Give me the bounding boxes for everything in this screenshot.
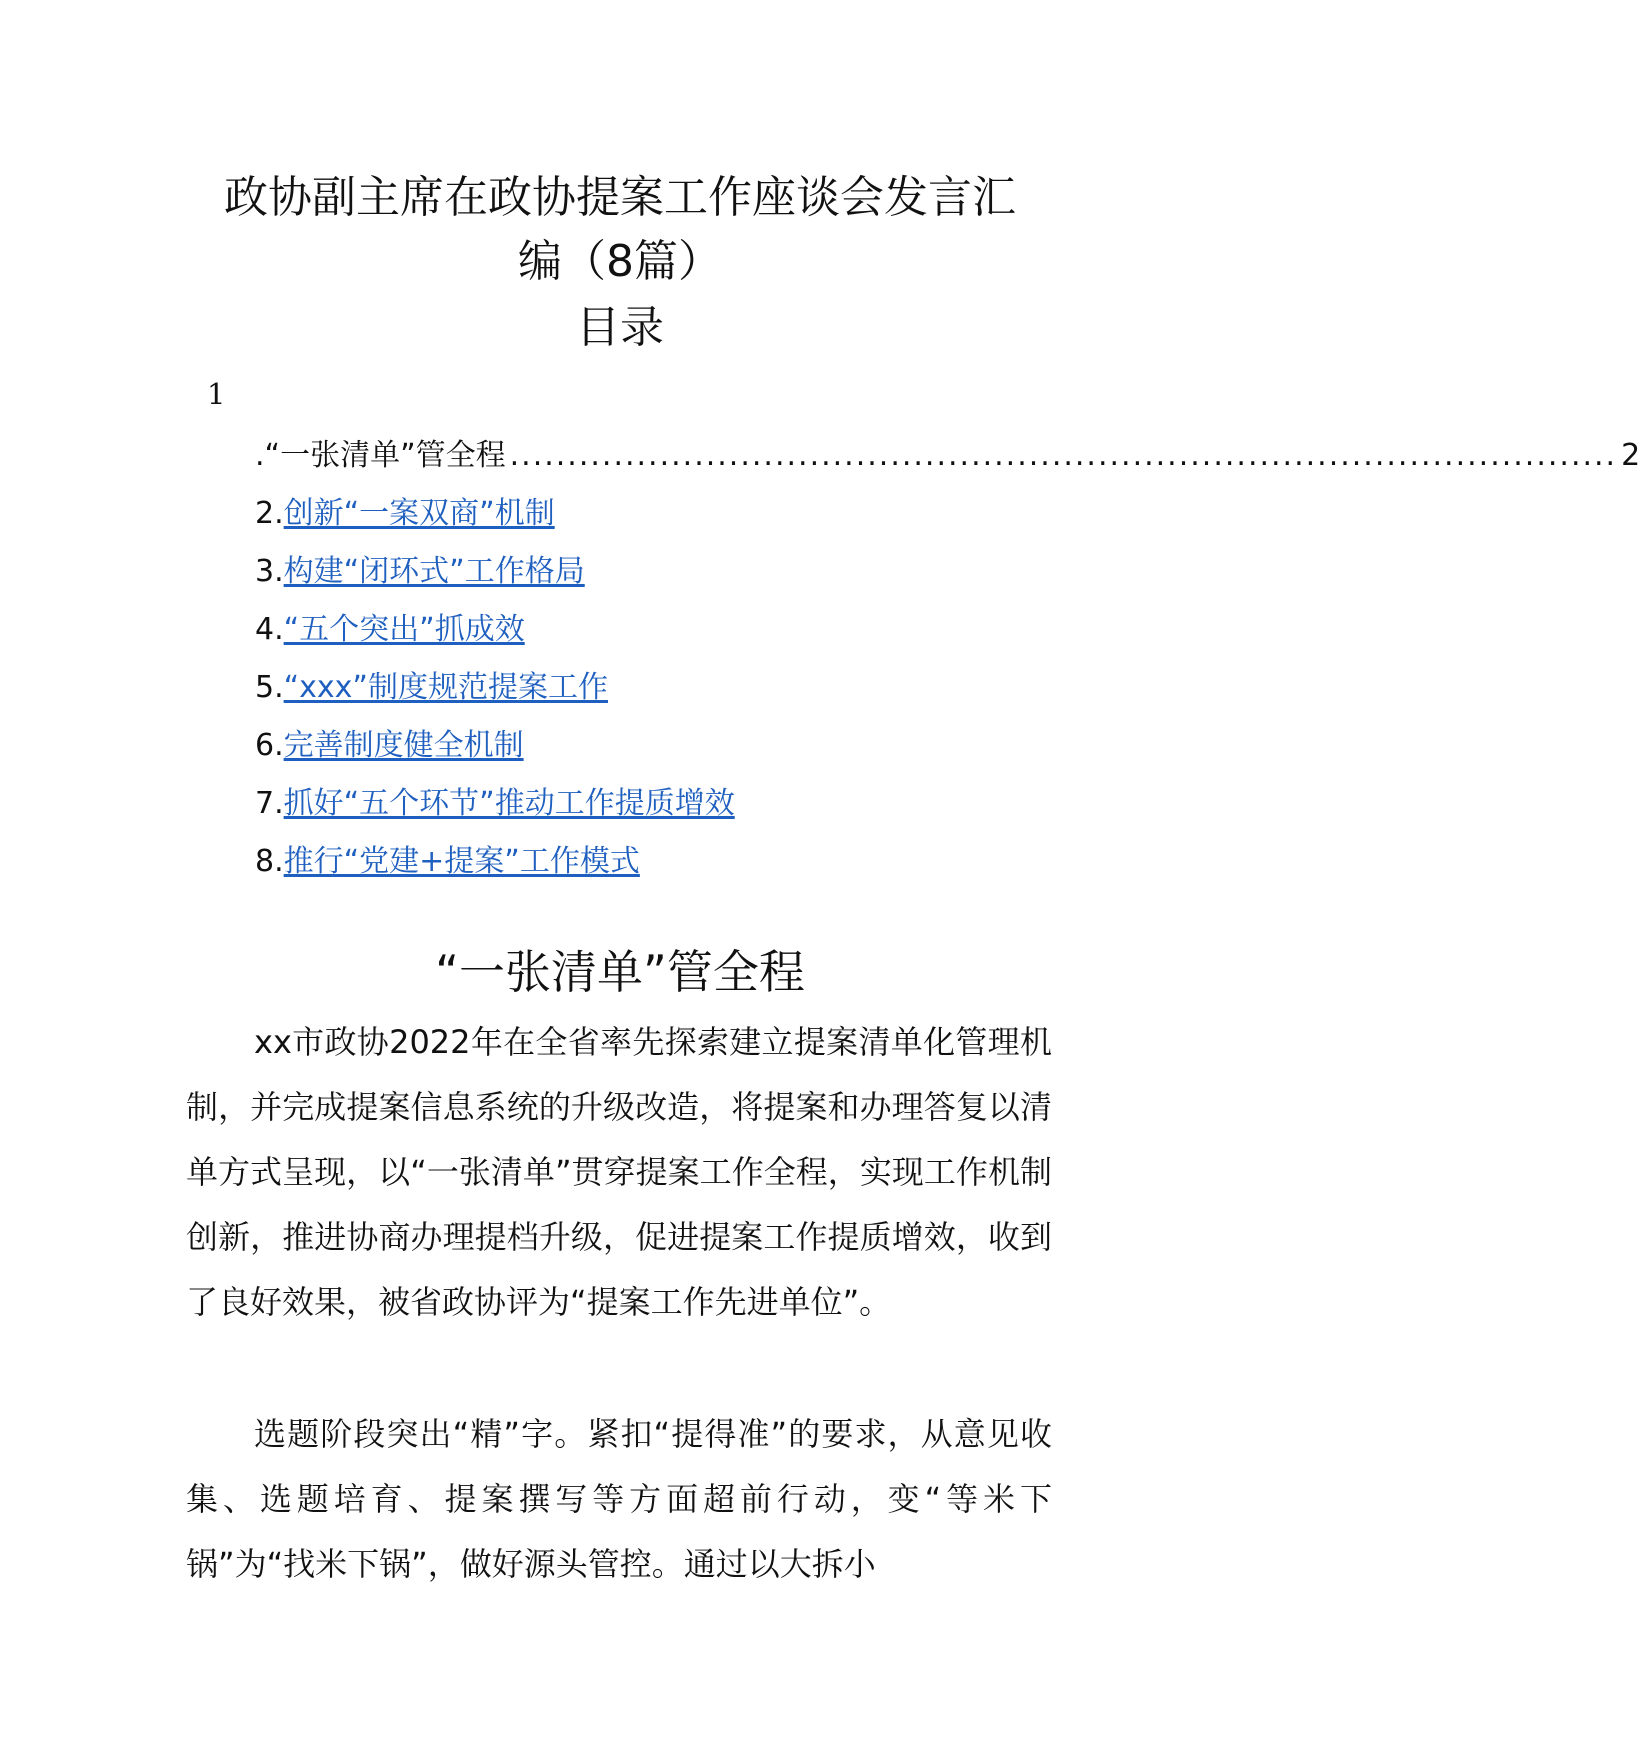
- toc-item-2[interactable]: [255, 492, 555, 536]
- toc-item-number: 7.: [255, 786, 284, 821]
- body-paragraph-1: xx市政协2022年在全省率先探索建立提案清单化管理机制，并完成提案信息系统的升级改造，将提案和办理答复以清单方式呈现，以“一张清单”贯穿提案工作全程，实现工作机制创新，推进协商办理提档升级，促进提案工作提质增效，收到了良好效果，被省政协评为“提案工作先进单位”。: [186, 1023, 1052, 1321]
- toc-item-number: 5.: [255, 670, 284, 705]
- toc-item-number: 2.: [255, 496, 284, 531]
- toc-link-5[interactable]: “xxx”制度规范提案工作: [283, 670, 608, 705]
- toc-item-number: 6.: [255, 728, 284, 763]
- toc-item-number: 4.: [255, 612, 284, 647]
- toc-heading: 目录: [576, 302, 664, 353]
- toc-item-4[interactable]: [255, 608, 525, 652]
- toc-item-number: 3.: [255, 554, 284, 589]
- toc-item-1-page-number: 2: [1621, 438, 1640, 473]
- toc-dot-leader: ................................................................................................: [509, 438, 1618, 473]
- toc-item-1[interactable]: [255, 434, 1640, 478]
- toc-link-8[interactable]: 推行“党建+提案”工作模式: [283, 844, 640, 879]
- toc-item-5[interactable]: [255, 666, 608, 710]
- toc-item-6[interactable]: [255, 724, 524, 768]
- toc-item-7[interactable]: [255, 782, 735, 826]
- toc-link-7[interactable]: 抓好“五个环节”推动工作提质增效: [283, 786, 735, 821]
- section-title: “一张清单”管全程: [435, 945, 805, 999]
- toc-item-8[interactable]: [255, 840, 640, 884]
- body-paragraph-2: 选题阶段突出“精”字。紧扣“提得准”的要求，从意见收集、选题培育、提案撰写等方面超前行动，变“等米下锅”为“找米下锅”，做好源头管控。通过以大拆小: [186, 1415, 1052, 1583]
- toc-item-1-number: 1: [207, 377, 226, 411]
- toc-item-3[interactable]: [255, 550, 585, 594]
- document-title-line-2: 编（8篇）: [518, 236, 722, 287]
- toc-link-3[interactable]: 构建“闭环式”工作格局: [283, 554, 585, 589]
- toc-link-6[interactable]: 完善制度健全机制: [283, 728, 524, 763]
- toc-link-2[interactable]: 创新“一案双商”机制: [283, 496, 555, 531]
- toc-item-1-label: .“一张清单”管全程: [255, 438, 506, 473]
- document-title-line-1: 政协副主席在政协提案工作座谈会发言汇: [224, 172, 1016, 223]
- toc-link-4[interactable]: “五个突出”抓成效: [283, 612, 525, 647]
- toc-item-number: 8.: [255, 844, 284, 879]
